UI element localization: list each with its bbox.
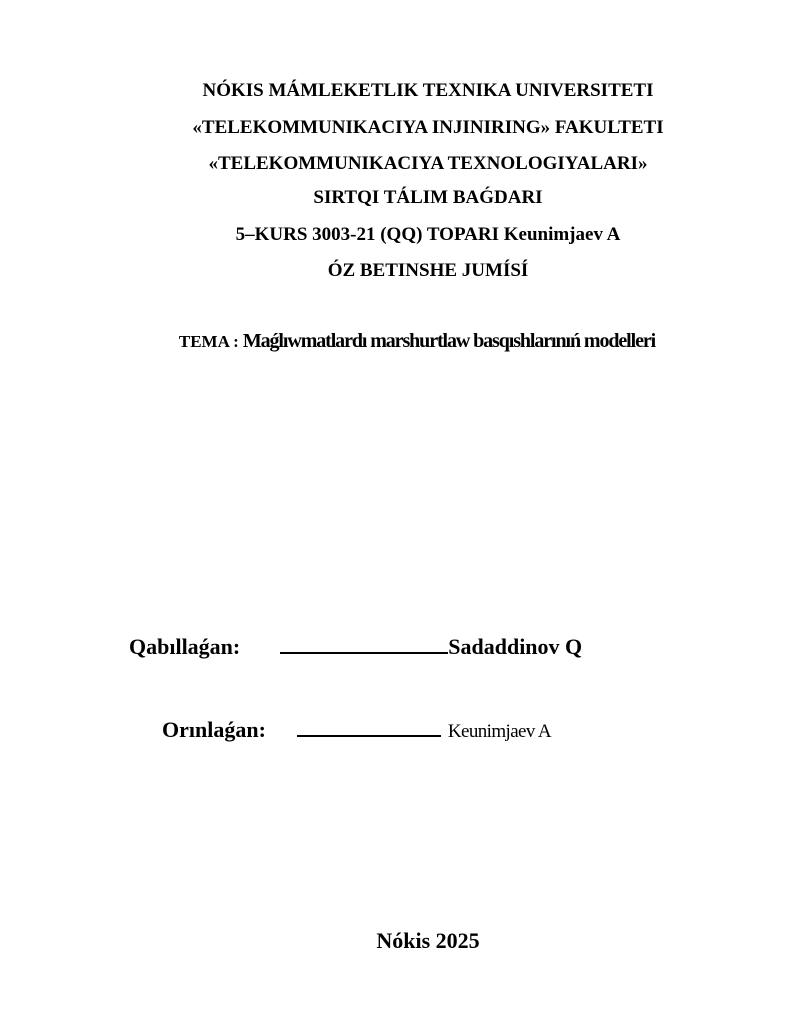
accepted-by-name: Sadaddinov Q (448, 634, 583, 659)
accepted-by-signature-line (280, 630, 448, 654)
accepted-by-row (129, 630, 582, 660)
study-mode: SIRTQI TÁLIM BAǴDARI (313, 187, 543, 208)
performed-by-row (162, 713, 551, 743)
accepted-by-label: Qabıllaǵan: (129, 634, 241, 659)
topic-text: Maǵlıwmatlardı marshurtlaw basqıshlarınıń modelleri (242, 330, 656, 352)
topic-label: TEMA : (178, 332, 239, 351)
performed-by-name: Keunimjaev A (447, 721, 551, 742)
department-name: «TELEKOMMUNIKACIYA TEXNOLOGIYALARI» (208, 153, 648, 174)
topic-line (0, 330, 800, 353)
performed-by-label: Orınlaǵan: (162, 717, 266, 742)
performed-by-signature-line (297, 713, 441, 737)
work-type: ÓZ BETINSHE JUMÍSÍ (327, 260, 529, 281)
course-group: 5–KURS 3003-21 (QQ) TOPARI Keunimjaev A (235, 224, 621, 245)
university-name: NÓKIS MÁMLEKETLIK TEXNIKA UNIVERSITETI (202, 80, 654, 101)
place-year: Nókis 2025 (376, 928, 480, 953)
faculty-name: «TELEKOMMUNIKACIYA INJINIRING» FAKULTETI (192, 117, 664, 138)
